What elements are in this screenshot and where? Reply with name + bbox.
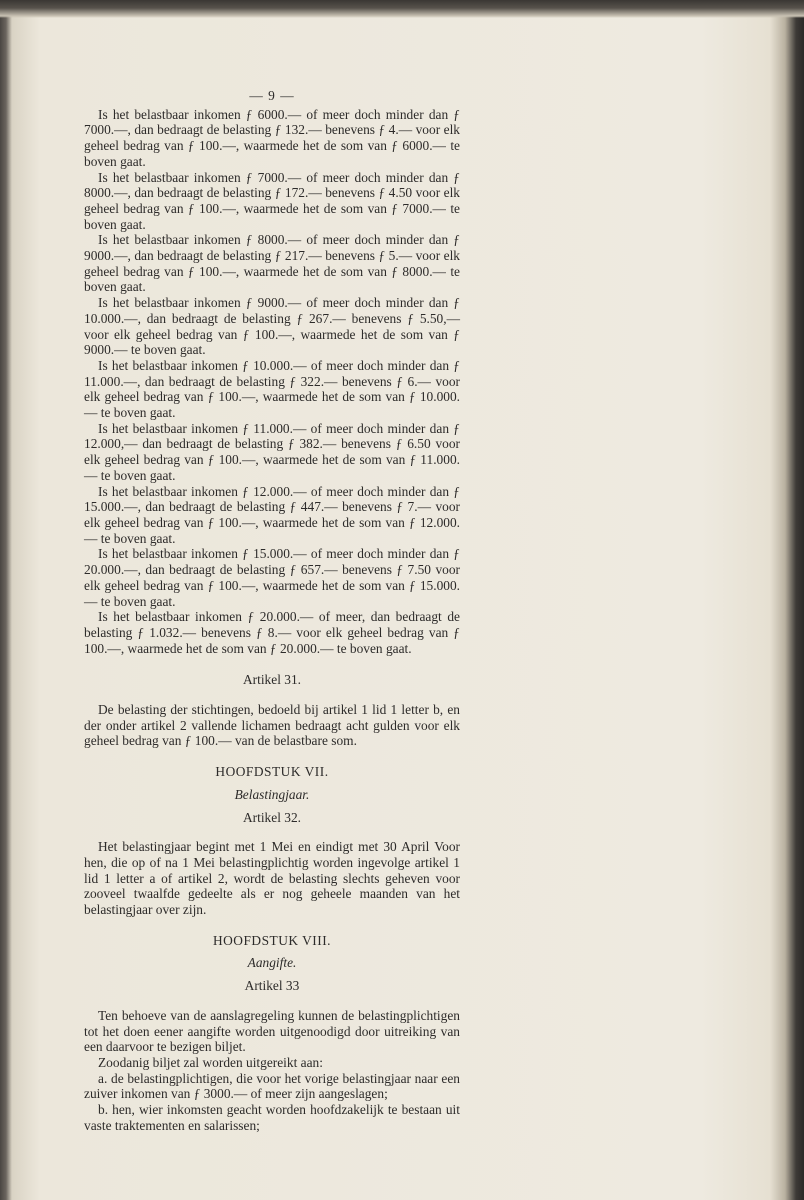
paragraph: Is het belastbaar inkomen ƒ 10.000.— of meer doch minder dan ƒ 11.000.—, dan bedraagt de belasting ƒ 322.— benevens ƒ 6.— voor elk geheel bedrag van ƒ 100.—, waarmede het de som van ƒ 10.000.— te boven gaat. xyxy=(84,357,460,421)
artikel-31-text: De belasting der stichtingen, bedoeld bij artikel 1 lid 1 letter b, en der onder artikel 2 vallende lichamen bedraagt acht gulden voor elk geheel bedrag van ƒ 100.— van de belastbare som. xyxy=(84,702,460,749)
paragraph: Is het belastbaar inkomen ƒ 9000.— of meer doch minder dan ƒ 10.000.—, dan bedraagt de belasting ƒ 267.— benevens ƒ 5.50,— voor elk geheel bedrag van ƒ 100.—, waarmede het de som van ƒ 9000.— te boven gaat. xyxy=(84,295,460,358)
artikel-33-title: Artikel 33 xyxy=(244,978,300,994)
hoofdstuk-8-title: HOOFDSTUK VIII. xyxy=(212,932,332,948)
document-page xyxy=(84,88,460,1133)
page-number: — 9 — xyxy=(249,88,295,103)
artikel-32-text: Het belastingjaar begint met 1 Mei en eindigt met 30 April Voor hen, die op of na 1 Mei belastingplichtig worden ingevolge artikel 1 lid 1 letter a of artikel 2, wordt de belasting slechts geheven voor zooveel twaalfde gedeelte als er nog geheele maanden van het belastingjaar over zijn. xyxy=(84,839,460,918)
hoofdstuk-8-subtitle: Aangifte. xyxy=(247,955,297,971)
artikel-33-text-2: Zoodanig biljet zal worden uitgereikt aan: xyxy=(98,1054,323,1070)
paragraph: Is het belastbaar inkomen ƒ 12.000.— of meer doch minder dan ƒ 15.000.—, dan bedraagt de belasting ƒ 447.— benevens ƒ 7.— voor elk geheel bedrag van ƒ 100.—, waarmede het de som van ƒ 12.000.— te boven gaat. xyxy=(84,483,460,546)
hoofdstuk-7-title: HOOFDSTUK VII. xyxy=(215,764,329,780)
paragraph: Is het belastbaar inkomen ƒ 7000.— of meer doch minder dan ƒ 8000.—, dan bedraagt de belasting ƒ 172.— benevens ƒ 4.50 voor elk geheel bedrag van ƒ 100.—, waarmede het de som van ƒ 7000.— te boven gaat. xyxy=(84,169,460,232)
artikel-33-text-1: Ten behoeve van de aanslagregeling kunnen de belastingplichtigen tot het doen eener aangifte worden uitgenoodigd door uitreiking van een daarvoor te bezigen biljet. xyxy=(84,1007,460,1055)
hoofdstuk-7-subtitle: Belastingjaar. xyxy=(234,786,310,802)
scan-top-edge xyxy=(0,0,804,18)
artikel-32-title: Artikel 32. xyxy=(242,809,301,825)
paragraph: Is het belastbaar inkomen ƒ 15.000.— of meer doch minder dan ƒ 20.000.—, dan bedraagt de belasting ƒ 657.— benevens ƒ 7.50 voor elk geheel bedrag van ƒ 100.—, waarmede het de som van ƒ 15.000.— te boven gaat. xyxy=(84,546,460,609)
list-item-a: a. de belastingplichtigen, die voor het vorige belastingjaar naar een zuiver inkomen van ƒ 3000.— of meer zijn aangeslagen; xyxy=(84,1070,460,1102)
paragraph: Is het belastbaar inkomen ƒ 11.000.— of meer doch minder dan ƒ 12.000,— dan bedraagt de belasting ƒ 382.— benevens ƒ 6.50 voor elk geheel bedrag van ƒ 100.—, waarmede het de som van ƒ 11.000.— te boven gaat. xyxy=(84,420,460,483)
paragraph: Is het belastbaar inkomen ƒ 20.000.— of meer, dan bedraagt de belasting ƒ 1.032.— benevens ƒ 8.— voor elk geheel bedrag van ƒ 100.—, waarmede het de som van ƒ 20.000.— te boven gaat. xyxy=(84,609,460,656)
artikel-31-title: Artikel 31. xyxy=(242,672,301,688)
paragraph: Is het belastbaar inkomen ƒ 6000.— of meer doch minder dan ƒ 7000.—, dan bedraagt de belasting ƒ 132.— benevens ƒ 4.— voor elk geheel bedrag van ƒ 100.—, waarmede het de som van ƒ 6000.— te boven gaat. xyxy=(84,106,460,169)
paragraph: Is het belastbaar inkomen ƒ 8000.— of meer doch minder dan ƒ 9000.—, dan bedraagt de belasting ƒ 217.— benevens ƒ 5.— voor elk geheel bedrag van ƒ 100.—, waarmede het de som van ƒ 8000.— te boven gaat. xyxy=(84,232,460,295)
list-item-b: b. hen, wier inkomsten geacht worden hoofdzakelijk te bestaan uit vaste traktementen en salarissen; xyxy=(84,1102,460,1133)
